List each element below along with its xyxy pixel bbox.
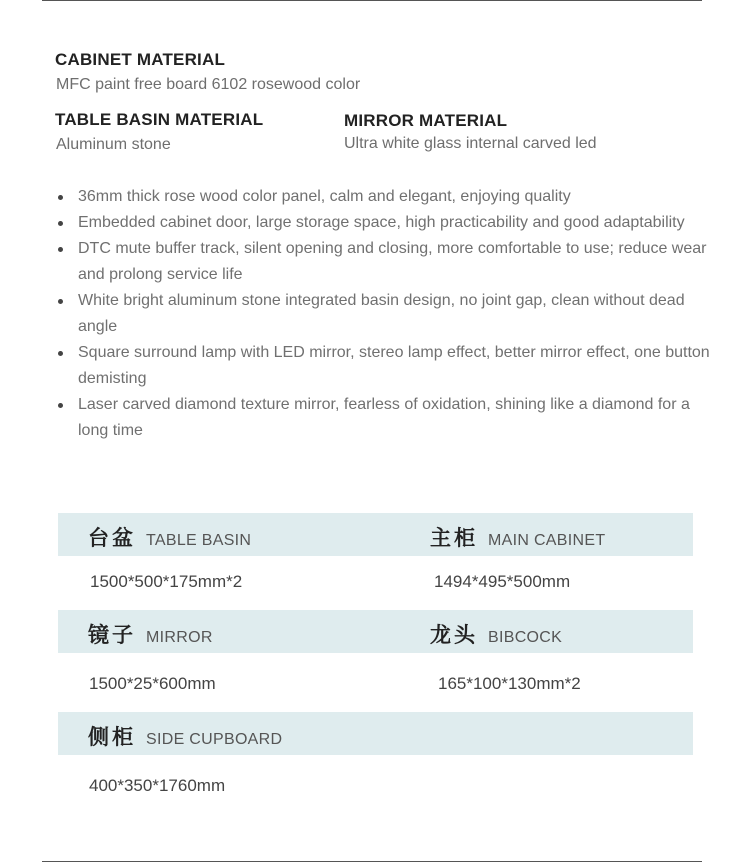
- feature-item: [56, 236, 718, 288]
- side-cupboard-cn-label: 侧柜: [88, 725, 136, 749]
- main-cabinet-spec-label: [430, 522, 605, 552]
- feature-list: [56, 184, 718, 444]
- feature-text: DTC mute buffer track, silent opening and closing, more comfortable to use; reduce wear and prolong service life: [78, 240, 707, 283]
- mirror-spec-label: [88, 619, 213, 649]
- main-cabinet-cn-label: 主柜: [430, 526, 478, 550]
- side-cupboard-spec-value: 400*350*1760mm: [89, 776, 226, 795]
- feature-text: Square surround lamp with LED mirror, stereo lamp effect, better mirror effect, one button demisting: [78, 344, 710, 387]
- feature-item: [56, 184, 718, 210]
- bullet-icon: [58, 221, 63, 226]
- bibcock-cn-label: 龙头: [430, 623, 478, 647]
- bullet-icon: [58, 403, 63, 408]
- mirror-material-value: Ultra white glass internal carved led: [344, 135, 597, 152]
- table-basin-material-value: Aluminum stone: [56, 136, 171, 153]
- mirror-spec-value: 1500*25*600mm: [89, 674, 216, 693]
- feature-item: [56, 210, 718, 236]
- mirror-material-title: MIRROR MATERIAL: [344, 111, 508, 130]
- table-basin-cn-label: 台盆: [88, 526, 136, 550]
- table-basin-en-label: TABLE BASIN: [146, 532, 252, 549]
- table-basin-spec-value: 1500*500*175mm*2: [90, 572, 243, 591]
- main-cabinet-en-label: MAIN CABINET: [488, 532, 606, 549]
- bullet-icon: [58, 299, 63, 304]
- side-cupboard-en-label: SIDE CUPBOARD: [146, 731, 283, 748]
- bibcock-en-label: BIBCOCK: [488, 629, 563, 646]
- bullet-icon: [58, 247, 63, 252]
- feature-text: Laser carved diamond texture mirror, fearless of oxidation, shining like a diamond for a long time: [78, 396, 690, 439]
- side-cupboard-spec-label: [88, 721, 282, 751]
- table-basin-material-title: TABLE BASIN MATERIAL: [55, 110, 264, 129]
- feature-text: 36mm thick rose wood color panel, calm and elegant, enjoying quality: [78, 188, 571, 205]
- feature-text: White bright aluminum stone integrated basin design, no joint gap, clean without dead angle: [78, 292, 685, 335]
- bibcock-spec-value: 165*100*130mm*2: [438, 674, 581, 693]
- mirror-cn-label: 镜子: [88, 623, 136, 647]
- feature-item: [56, 392, 718, 444]
- feature-item: [56, 288, 718, 340]
- mirror-en-label: MIRROR: [146, 629, 213, 646]
- bottom-divider: [42, 861, 702, 862]
- cabinet-material-value: MFC paint free board 6102 rosewood color: [56, 76, 361, 93]
- main-cabinet-spec-value: 1494*495*500mm: [434, 572, 571, 591]
- top-divider: [42, 0, 702, 1]
- feature-text: Embedded cabinet door, large storage space, high practicability and good adaptability: [78, 214, 685, 231]
- bibcock-spec-label: [430, 619, 562, 649]
- cabinet-material-title: CABINET MATERIAL: [55, 50, 226, 69]
- table-basin-spec-label: [88, 522, 251, 552]
- feature-item: [56, 340, 718, 392]
- bullet-icon: [58, 195, 63, 200]
- bullet-icon: [58, 351, 63, 356]
